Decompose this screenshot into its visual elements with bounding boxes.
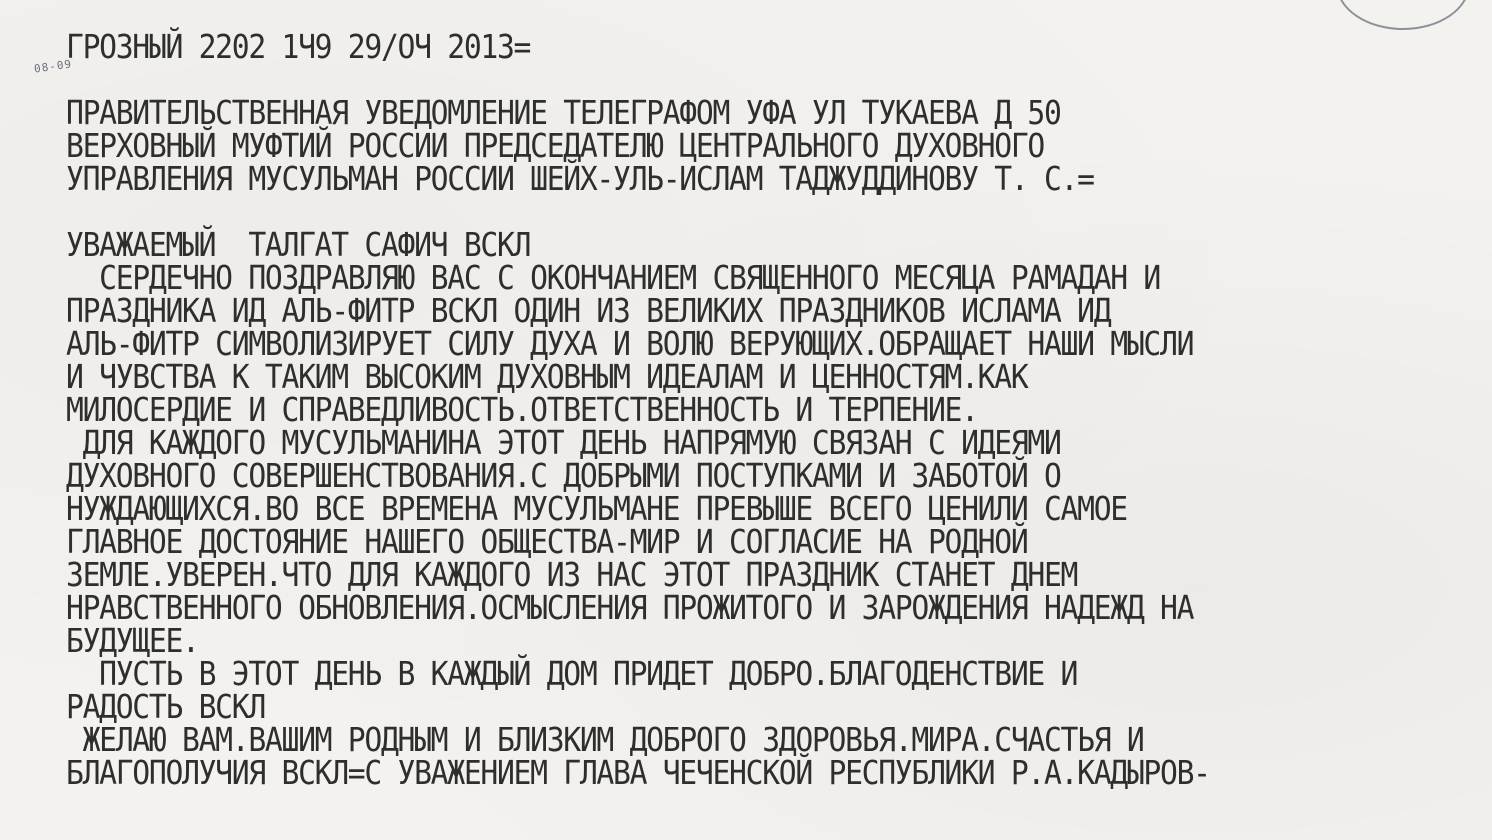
blank-line <box>66 195 1326 228</box>
body-line: ГЛАВНОЕ ДОСТОЯНИЕ НАШЕГО ОБЩЕСТВА-МИР И СОГЛАСИЕ НА РОДНОЙ <box>66 522 1028 561</box>
body-line: ЖЕЛАЮ ВАМ.ВАШИМ РОДНЫМ И БЛИЗКИМ ДОБРОГО ЗДОРОВЬЯ.МИРА.СЧАСТЬЯ И <box>66 720 1144 759</box>
body-line: ПУСТЬ В ЭТОТ ДЕНЬ В КАЖДЫЙ ДОМ ПРИДЕТ ДОБРО.БЛАГОДЕНСТВИЕ И <box>66 654 1078 693</box>
address-line: ПРАВИТЕЛЬСТВЕННАЯ УВЕДОМЛЕНИЕ ТЕЛЕГРАФОМ УФА УЛ ТУКАЕВА Д 50 <box>66 93 1061 132</box>
salutation-line: УВАЖАЕМЫЙ ТАЛГАТ САФИЧ ВСКЛ <box>66 225 531 264</box>
body-line: ЗЕМЛЕ.УВЕРЕН.ЧТО ДЛЯ КАЖДОГО ИЗ НАС ЭТОТ ПРАЗДНИК СТАНЕТ ДНЕМ <box>66 555 1078 594</box>
body-line: ДЛЯ КАЖДОГО МУСУЛЬМАНИНА ЭТОТ ДЕНЬ НАПРЯМУЮ СВЯЗАН С ИДЕЯМИ <box>66 423 1061 462</box>
blank-line <box>66 63 1326 96</box>
body-line: И ЧУВСТВА К ТАКИМ ВЫСОКИМ ДУХОВНЫМ ИДЕАЛАМ И ЦЕННОСТЯМ.КАК <box>66 357 1028 396</box>
body-line: ПРАЗДНИКА ИД АЛЬ-ФИТР ВСКЛ ОДИН ИЗ ВЕЛИКИХ ПРАЗДНИКОВ ИСЛАМА ИД <box>66 291 1111 330</box>
body-line: АЛЬ-ФИТР СИМВОЛИЗИРУЕТ СИЛУ ДУХА И ВОЛЮ ВЕРУЮЩИХ.ОБРАЩАЕТ НАШИ МЫСЛИ <box>66 324 1194 363</box>
telegram-text <box>66 27 1326 792</box>
address-line: ВЕРХОВНЫЙ МУФТИЙ РОССИИ ПРЕДСЕДАТЕЛЮ ЦЕНТРАЛЬНОГО ДУХОВНОГО <box>66 126 1044 165</box>
body-line: СЕРДЕЧНО ПОЗДРАВЛЯЮ ВАС С ОКОНЧАНИЕМ СВЯЩЕННОГО МЕСЯЦА РАМАДАН И <box>66 258 1161 297</box>
body-line: НРАВСТВЕННОГО ОБНОВЛЕНИЯ.ОСМЫСЛЕНИЯ ПРОЖИТОГО И ЗАРОЖДЕНИЯ НАДЕЖД НА <box>66 588 1194 627</box>
body-line: ДУХОВНОГО СОВЕРШЕНСТВОВАНИЯ.С ДОБРЫМИ ПОСТУПКАМИ И ЗАБОТОЙ О <box>66 456 1061 495</box>
body-line: РАДОСТЬ ВСКЛ <box>66 687 265 726</box>
address-line: УПРАВЛЕНИЯ МУСУЛЬМАН РОССИИ ШЕЙХ-УЛЬ-ИСЛАМ ТАДЖУДДИНОВУ Т. С.= <box>66 159 1094 198</box>
body-line: НУЖДАЮЩИХСЯ.ВО ВСЕ ВРЕМЕНА МУСУЛЬМАНЕ ПРЕВЫШЕ ВСЕГО ЦЕНИЛИ САМОЕ <box>66 489 1127 528</box>
postal-stamp-text: 08-09 <box>33 57 73 76</box>
body-line: БУДУЩЕЕ. <box>66 621 199 660</box>
body-line: МИЛОСЕРДИЕ И СПРАВЕДЛИВОСТЬ.ОТВЕТСТВЕННОСТЬ И ТЕРПЕНИЕ. <box>66 390 978 429</box>
postal-stamp <box>1336 0 1470 30</box>
telegram-header: ГРОЗНЫЙ 2202 1Ч9 29/ОЧ 2013= <box>66 27 531 66</box>
signature-line: БЛАГОПОЛУЧИЯ ВСКЛ=С УВАЖЕНИЕМ ГЛАВА ЧЕЧЕНСКОЙ РЕСПУБЛИКИ Р.А.КАДЫРОВ- <box>66 753 1210 792</box>
